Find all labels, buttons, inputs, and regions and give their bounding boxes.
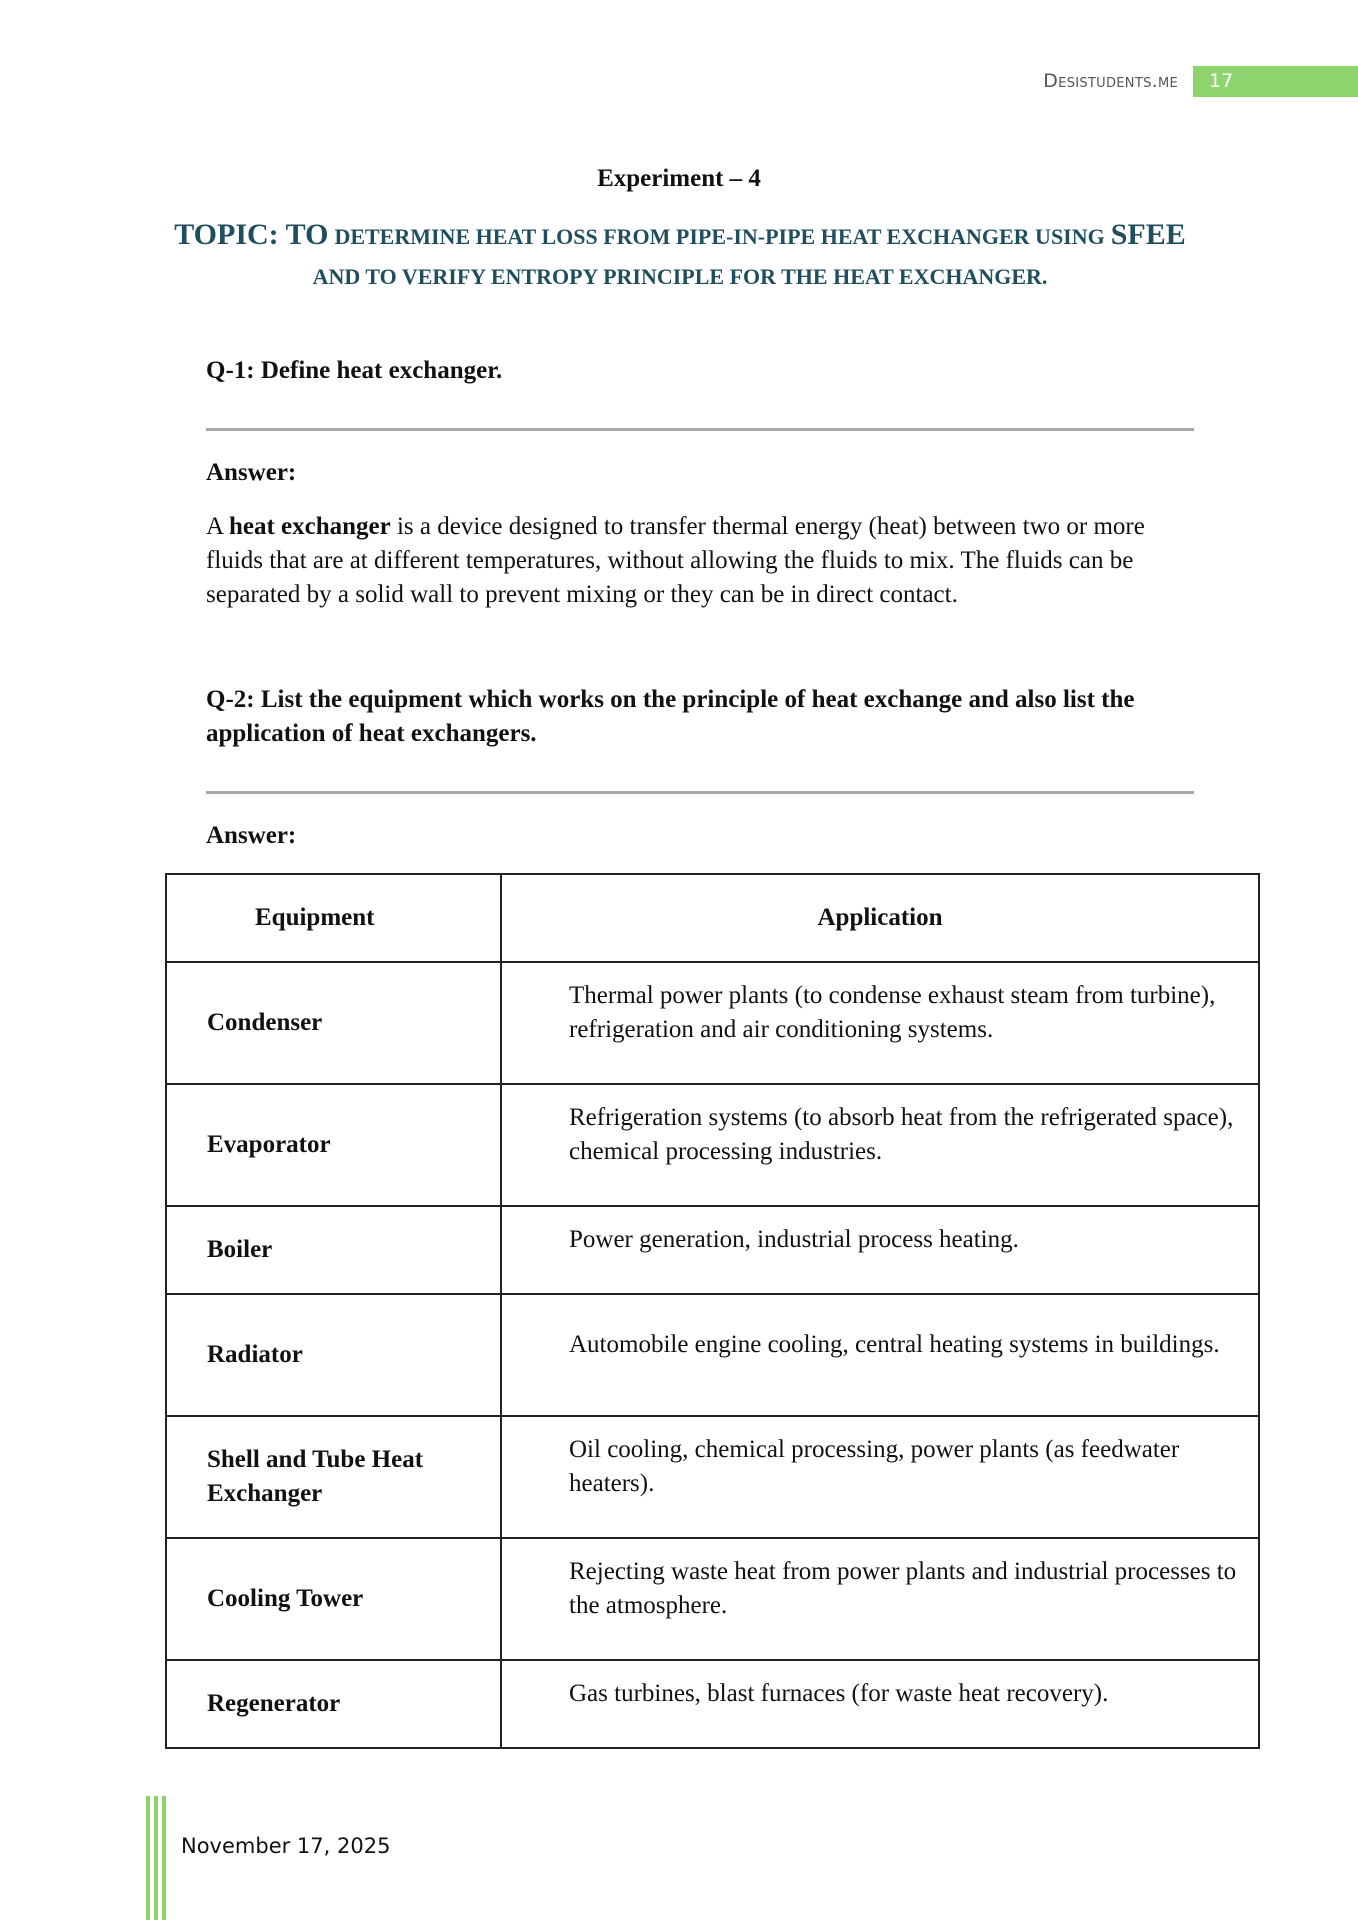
column-header-application: Application <box>501 874 1259 962</box>
question-1: Q-1: Define heat exchanger. <box>206 357 503 384</box>
page-number-badge: 17 <box>1193 66 1358 97</box>
application-text: Refrigeration systems (to absorb heat from the refrigerated space), chemical processing industries. <box>569 1104 1234 1165</box>
equipment-cell: Condenser <box>166 962 501 1084</box>
topic-text-a: DETERMINE HEAT LOSS FROM PIPE-IN-PIPE HEAT EXCHANGER USING <box>334 224 1105 249</box>
answer-1-term: heat exchanger <box>228 513 391 540</box>
answer-1-body: is a device designed to transfer thermal energy (heat) between two or more fluids that are at different temperatures, without allowing the fluids to mix. The fluids can be separated by a solid wall to prevent mixing or they can be in direct contact. <box>206 513 1145 608</box>
table-row <box>166 1538 1259 1660</box>
table-row <box>166 1294 1259 1416</box>
footer-bar <box>146 1796 150 1920</box>
application-cell <box>501 1084 1259 1206</box>
answer-1-paragraph <box>206 510 1206 612</box>
application-cell <box>501 1206 1259 1294</box>
answer-label-2: Answer: <box>206 822 297 849</box>
topic-acronym: SFEE <box>1110 218 1186 251</box>
table-row <box>166 1416 1259 1538</box>
answer-divider-1 <box>206 428 1194 431</box>
footer-date: November 17, 2025 <box>181 1834 391 1858</box>
application-cell <box>501 1416 1259 1538</box>
equipment-cell: Boiler <box>166 1206 501 1294</box>
equipment-application-table <box>165 873 1260 1749</box>
application-cell <box>501 1294 1259 1416</box>
footer-accent-bars <box>146 1796 166 1920</box>
equipment-cell: Cooling Tower <box>166 1538 501 1660</box>
question-2: Q-2: List the equipment which works on the principle of heat exchange and also list the application of heat exchangers. <box>206 686 1135 747</box>
table-row <box>166 1206 1259 1294</box>
equipment-cell <box>166 1416 501 1538</box>
equipment-text: Shell and Tube Heat Exchanger <box>207 1446 424 1507</box>
application-cell <box>501 1660 1259 1748</box>
footer-bar <box>162 1796 166 1920</box>
application-text: Oil cooling, chemical processing, power plants (as feedwater heaters). <box>569 1436 1180 1497</box>
application-text: Gas turbines, blast furnaces (for waste heat recovery). <box>569 1680 1109 1707</box>
answer-1-prefix: A <box>206 513 223 540</box>
table-row <box>166 1084 1259 1206</box>
application-text: Power generation, industrial process heating. <box>569 1226 1019 1253</box>
topic-text-b: AND TO VERIFY ENTROPY PRINCIPLE FOR THE HEAT EXCHANGER. <box>312 264 1048 289</box>
equipment-cell: Regenerator <box>166 1660 501 1748</box>
footer-bar <box>154 1796 158 1920</box>
table-row <box>166 962 1259 1084</box>
experiment-title: Experiment – 4 <box>597 165 761 192</box>
application-cell <box>501 1538 1259 1660</box>
application-cell <box>501 962 1259 1084</box>
application-text: Thermal power plants (to condense exhaust steam from turbine), refrigeration and air conditioning systems. <box>569 982 1216 1043</box>
table-header-row <box>166 874 1259 962</box>
application-text: Rejecting waste heat from power plants and industrial processes to the atmosphere. <box>569 1558 1237 1619</box>
equipment-cell: Radiator <box>166 1294 501 1416</box>
table-row <box>166 1660 1259 1748</box>
equipment-cell: Evaporator <box>166 1084 501 1206</box>
topic-prefix: TOPIC: TO <box>174 218 329 251</box>
topic-heading <box>170 215 1190 297</box>
answer-divider-2 <box>206 791 1194 794</box>
column-header-equipment: Equipment <box>166 874 501 962</box>
header-site-name: Desistudents.me <box>1043 70 1178 92</box>
answer-label-1: Answer: <box>206 459 297 486</box>
application-text: Automobile engine cooling, central heating systems in buildings. <box>569 1331 1220 1358</box>
